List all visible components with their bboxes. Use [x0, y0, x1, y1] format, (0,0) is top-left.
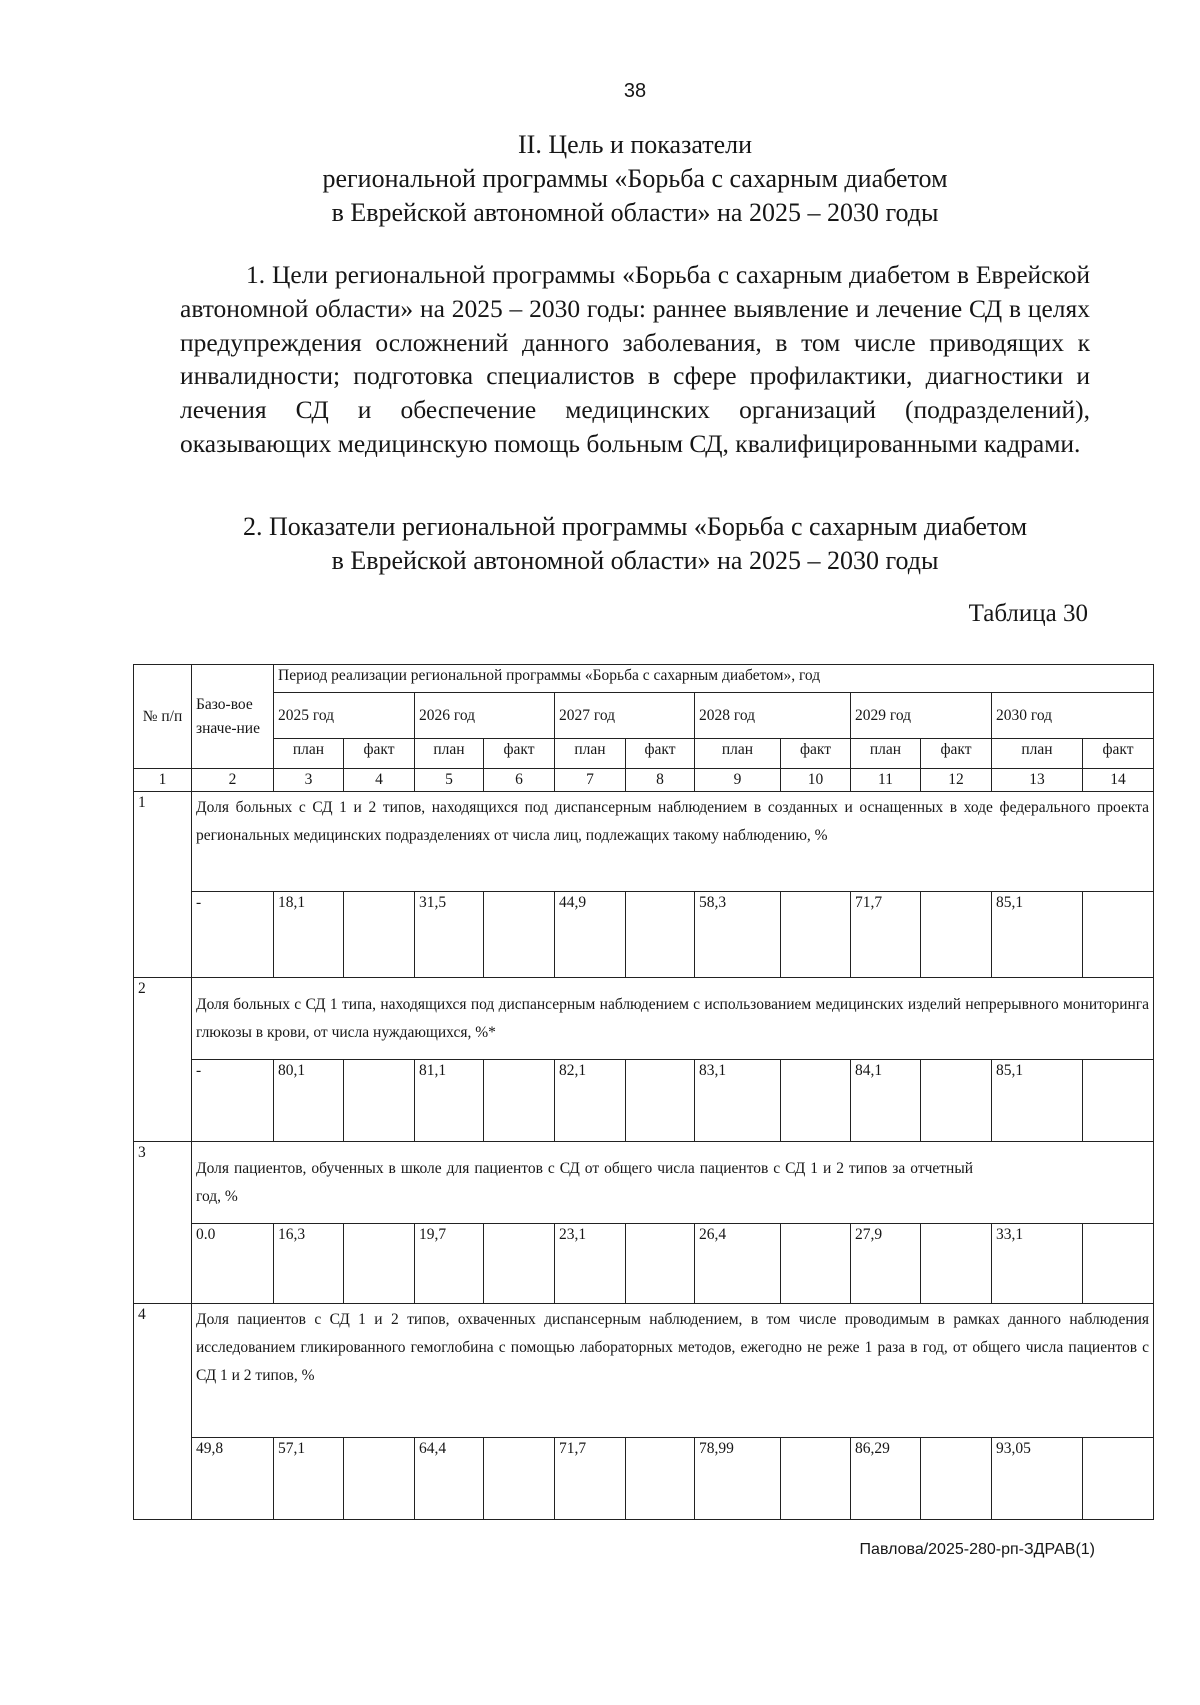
base-value: - [192, 1060, 274, 1142]
fact-value [626, 1224, 695, 1304]
plan-value: 58,3 [695, 892, 781, 978]
fact-value [921, 1060, 992, 1142]
plan-value: 23,1 [555, 1224, 626, 1304]
fact-value [1083, 892, 1154, 978]
base-value: 49,8 [192, 1438, 274, 1520]
plan-value: 19,7 [415, 1224, 484, 1304]
plan-value: 85,1 [992, 892, 1083, 978]
fact-value [344, 892, 415, 978]
col-number: 14 [1083, 769, 1154, 792]
row-number: 1 [134, 792, 192, 978]
year-header: 2027 год [555, 693, 695, 739]
fact-value [484, 1438, 555, 1520]
indicators-table [133, 664, 1154, 1520]
plan-value: 82,1 [555, 1060, 626, 1142]
period-header: Период реализации региональной программы «Борьба с сахарным диабетом», год [274, 665, 1154, 693]
plan-value: 86,29 [851, 1438, 921, 1520]
plan-header: план [992, 739, 1083, 769]
col-number: 13 [992, 769, 1083, 792]
plan-value: 64,4 [415, 1438, 484, 1520]
fact-value [344, 1060, 415, 1142]
row-number: 3 [134, 1142, 192, 1304]
fact-value [921, 892, 992, 978]
fact-header: факт [1083, 739, 1154, 769]
col-number: 12 [921, 769, 992, 792]
indicators-heading-line: в Еврейской автономной области» на 2025 – 2030 годы [331, 546, 939, 575]
indicators-heading [180, 510, 1090, 578]
col-number: 4 [344, 769, 415, 792]
fact-header: факт [921, 739, 992, 769]
section-heading-line: региональной программы «Борьба с сахарным диабетом [322, 164, 948, 193]
col-number: 9 [695, 769, 781, 792]
plan-value: 57,1 [274, 1438, 344, 1520]
fact-value [484, 1224, 555, 1304]
section-heading [180, 128, 1090, 230]
col-number: 5 [415, 769, 484, 792]
indicator-description: Доля больных с СД 1 и 2 типов, находящихся под диспансерным наблюдением в созданных и оснащенных в ходе федерального проекта региональных медицинских подразделениях от числа лиц, подлежащих такому наблюдению, % [192, 792, 1154, 892]
year-header: 2026 год [415, 693, 555, 739]
plan-value: 83,1 [695, 1060, 781, 1142]
goals-paragraph-text: 1. Цели региональной программы «Борьба с сахарным диабетом в Еврейской автономной области» на 2025 – 2030 годы: раннее выявление и лечение СД в целях предупреждения осложнений данного заболевания, в том числе приводящих к инвалидности; подготовка специалистов в сфере профилактики, диагностики и лечения СД и обеспечение медицинских организаций (подразделений), оказывающих медицинскую помощь больным СД, квалифицированными кадрами. [180, 260, 1090, 458]
fact-header: факт [626, 739, 695, 769]
plan-value: 26,4 [695, 1224, 781, 1304]
fact-value [626, 1438, 695, 1520]
fact-value [1083, 1438, 1154, 1520]
col-number: 8 [626, 769, 695, 792]
fact-value [921, 1438, 992, 1520]
plan-value: 80,1 [274, 1060, 344, 1142]
base-value: - [192, 892, 274, 978]
fact-value [781, 1224, 851, 1304]
plan-value: 71,7 [555, 1438, 626, 1520]
year-header: 2029 год [851, 693, 992, 739]
row-number: 2 [134, 978, 192, 1142]
fact-header: факт [484, 739, 555, 769]
fact-header: факт [344, 739, 415, 769]
col-base-header: Базо-вое значе-ние [192, 665, 274, 769]
document-code: Павлова/2025-280-рп-ЗДРАВ(1) [859, 1541, 1095, 1558]
fact-value [626, 892, 695, 978]
fact-header: факт [781, 739, 851, 769]
plan-header: план [274, 739, 344, 769]
plan-value: 16,3 [274, 1224, 344, 1304]
plan-header: план [695, 739, 781, 769]
col-number: 11 [851, 769, 921, 792]
indicator-description: Доля больных с СД 1 типа, находящихся под диспансерным наблюдением с использованием медицинских изделий непрерывного мониторинга глюкозы в крови, от числа нуждающихся, %* [192, 978, 1154, 1060]
plan-value: 71,7 [851, 892, 921, 978]
fact-value [781, 892, 851, 978]
base-value: 0.0 [192, 1224, 274, 1304]
plan-value: 31,5 [415, 892, 484, 978]
year-header: 2025 год [274, 693, 415, 739]
page-number: 38 [623, 80, 647, 102]
plan-value: 78,99 [695, 1438, 781, 1520]
col-number: 1 [134, 769, 192, 792]
fact-value [1083, 1060, 1154, 1142]
fact-value [344, 1438, 415, 1520]
plan-header: план [415, 739, 484, 769]
fact-value [781, 1438, 851, 1520]
year-header: 2030 год [992, 693, 1154, 739]
fact-value [484, 1060, 555, 1142]
col-number: 2 [192, 769, 274, 792]
plan-value: 18,1 [274, 892, 344, 978]
goals-paragraph [180, 258, 1090, 461]
fact-value [781, 1060, 851, 1142]
row-number: 4 [134, 1304, 192, 1520]
col-num-header: № п/п [134, 665, 192, 769]
plan-value: 81,1 [415, 1060, 484, 1142]
col-number: 6 [484, 769, 555, 792]
fact-value [626, 1060, 695, 1142]
col-number: 10 [781, 769, 851, 792]
table-label: Таблица 30 [968, 600, 1088, 627]
plan-header: план [851, 739, 921, 769]
col-number: 7 [555, 769, 626, 792]
fact-value [484, 892, 555, 978]
indicators-heading-line: 2. Показатели региональной программы «Борьба с сахарным диабетом [242, 512, 1028, 541]
plan-value: 27,9 [851, 1224, 921, 1304]
section-heading-line: в Еврейской автономной области» на 2025 – 2030 годы [331, 198, 939, 227]
plan-header: план [555, 739, 626, 769]
fact-value [1083, 1224, 1154, 1304]
indicator-description: Доля пациентов, обученных в школе для пациентов с СД от общего числа пациентов с СД 1 и 2 типов за отчетный год, % [192, 1142, 1154, 1224]
plan-value: 85,1 [992, 1060, 1083, 1142]
col-number: 3 [274, 769, 344, 792]
plan-value: 93,05 [992, 1438, 1083, 1520]
section-heading-line: II. Цель и показатели [518, 130, 752, 159]
fact-value [344, 1224, 415, 1304]
year-header: 2028 год [695, 693, 851, 739]
plan-value: 84,1 [851, 1060, 921, 1142]
plan-value: 33,1 [992, 1224, 1083, 1304]
indicator-description: Доля пациентов с СД 1 и 2 типов, охваченных диспансерным наблюдением, в том числе проводимым в рамках данного наблюдения исследованием гликированного гемоглобина с помощью лабораторных методов, ежегодно не реже 1 раза в год, от общего числа пациентов с СД 1 и 2 типов, % [192, 1304, 1154, 1438]
plan-value: 44,9 [555, 892, 626, 978]
fact-value [921, 1224, 992, 1304]
